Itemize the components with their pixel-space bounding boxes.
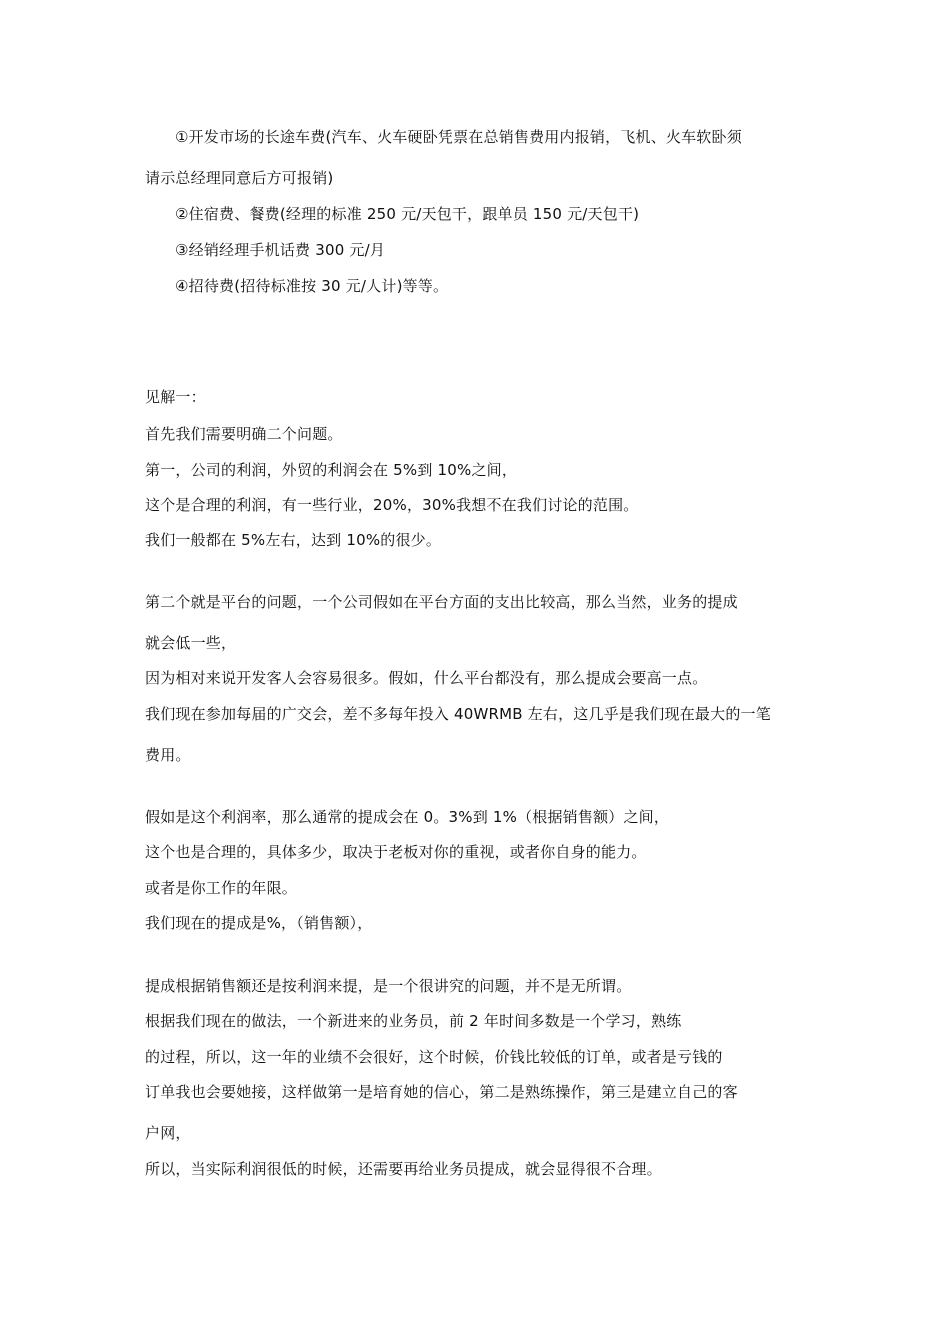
paragraph-4-line: 订单我也会要她接，这样做第一是培育她的信心，第二是熟练操作，第三是建立自己的客 xyxy=(145,1083,738,1101)
paragraph-1-line: 第一，公司的利润，外贸的利润会在 5%到 10%之间， xyxy=(145,461,518,479)
paragraph-3-line: 或者是你工作的年限。 xyxy=(145,879,298,897)
paragraph-2-line: 费用。 xyxy=(145,746,191,764)
list-item-1-continuation: 请示总经理同意后方可报销) xyxy=(145,169,334,187)
paragraph-4-line: 所以，当实际利润很低的时候，还需要再给业务员提成，就会显得很不合理。 xyxy=(145,1160,662,1178)
list-item-4: ④招待费(招待标准按 30 元/人计)等等。 xyxy=(175,277,449,295)
paragraph-2-line: 第二个就是平台的问题，一个公司假如在平台方面的支出比较高，那么当然，业务的提成 xyxy=(145,593,738,611)
paragraph-2-line: 我们现在参加每届的广交会，差不多每年投入 40WRMB 左右，这几乎是我们现在最大的一笔 xyxy=(145,705,771,723)
paragraph-4-line: 根据我们现在的做法，一个新进来的业务员，前 2 年时间多数是一个学习，熟练 xyxy=(145,1012,682,1030)
section-heading: 见解一： xyxy=(145,388,206,406)
paragraph-1-line: 我们一般都在 5%左右，达到 10%的很少。 xyxy=(145,531,442,549)
paragraph-4-line: 提成根据销售额还是按利润来提，是一个很讲究的问题，并不是无所谓。 xyxy=(145,977,632,995)
paragraph-1-line: 这个是合理的利润，有一些行业，20%，30%我想不在我们讨论的范围。 xyxy=(145,496,639,514)
paragraph-2-line: 就会低一些， xyxy=(145,634,237,652)
paragraph-1-line: 首先我们需要明确二个问题。 xyxy=(145,425,343,443)
list-item-2: ②住宿费、餐费(经理的标准 250 元/天包干，跟单员 150 元/天包干) xyxy=(175,205,640,223)
paragraph-4-line: 的过程，所以，这一年的业绩不会很好，这个时候，价钱比较低的订单，或者是亏钱的 xyxy=(145,1048,723,1066)
paragraph-3-line: 这个也是合理的，具体多少，取决于老板对你的重视，或者你自身的能力。 xyxy=(145,843,647,861)
paragraph-3-line: 我们现在的提成是%，（销售额）， xyxy=(145,914,373,932)
list-item-3: ③经销经理手机话费 300 元/月 xyxy=(175,241,386,259)
paragraph-2-line: 因为相对来说开发客人会容易很多。假如，什么平台都没有，那么提成会要高一点。 xyxy=(145,669,708,687)
paragraph-3-line: 假如是这个利润率，那么通常的提成会在 0。3%到 1%（根据销售额）之间， xyxy=(145,808,670,826)
list-item-1: ①开发市场的长途车费(汽车、火车硬卧凭票在总销售费用内报销，飞机、火车软卧须 xyxy=(175,128,742,146)
paragraph-4-line: 户网， xyxy=(145,1124,191,1142)
